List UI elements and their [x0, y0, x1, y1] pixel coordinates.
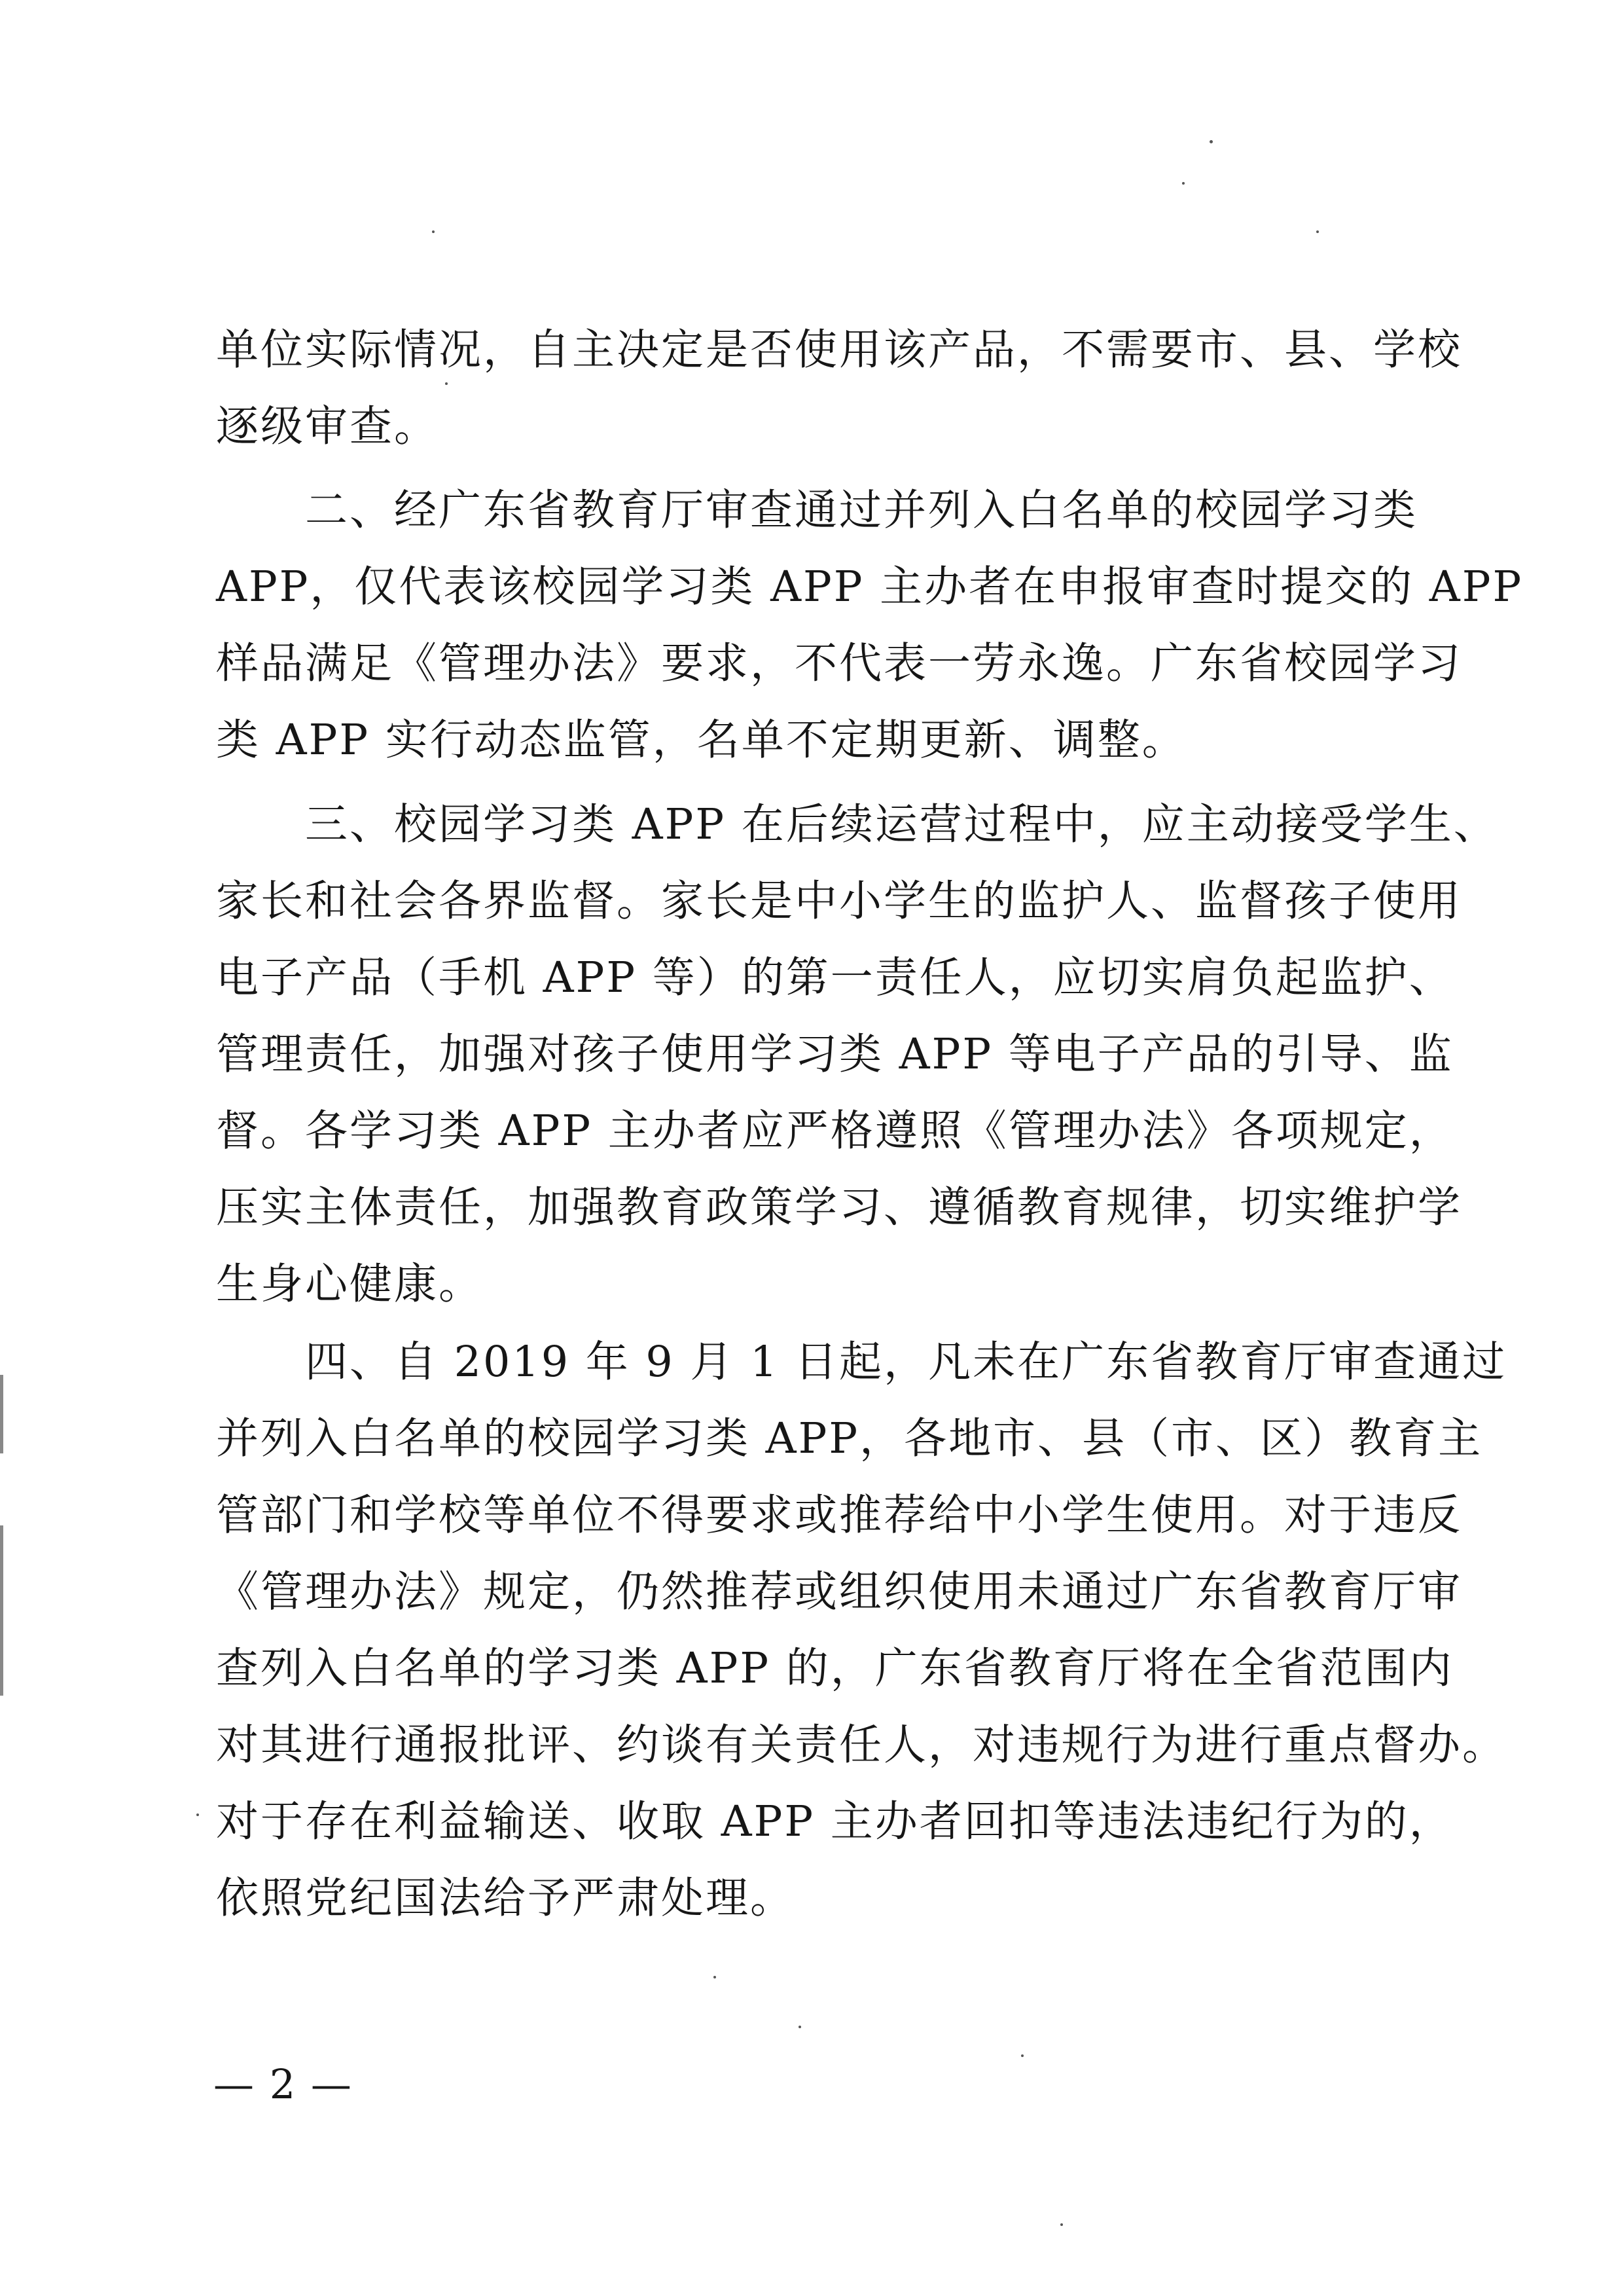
scan-speck [196, 1813, 199, 1816]
text-line: 管理责任，加强对孩子使用学习类 APP 等电子产品的引导、监 [216, 1030, 1454, 1079]
text-line: 并列入白名单的校园学习类 APP，各地市、县（市、区）教育主 [216, 1414, 1483, 1463]
text-line: 对于存在利益输送、收取 APP 主办者回扣等违法违纪行为的， [216, 1797, 1454, 1846]
text-line: 三、校园学习类 APP 在后续运营过程中，应主动接受学生、 [216, 800, 1498, 849]
scan-speck [1316, 230, 1319, 233]
text-line: 依照党纪国法给予严肃处理。 [216, 1874, 795, 1923]
scan-speck [1060, 2223, 1063, 2226]
scan-speck [713, 1976, 716, 1978]
paragraph-item-3 [216, 786, 1498, 1322]
scan-edge-mark [0, 1375, 3, 1453]
text-line: 类 APP 实行动态监管，名单不定期更新、调整。 [216, 716, 1187, 765]
page-number: — 2 — [213, 2060, 353, 2108]
paragraph-item-4 [216, 1324, 1507, 1937]
scan-speck [1182, 182, 1185, 185]
text-line: 督。各学习类 APP 主办者应严格遵照《管理办法》各项规定， [216, 1106, 1454, 1156]
text-line: 四、自 2019 年 9 月 1 日起，凡未在广东省教育厅审查通过 [216, 1338, 1507, 1387]
text-line: 家长和社会各界监督。家长是中小学生的监护人、监督孩子使用 [216, 877, 1463, 926]
text-line: 单位实际情况，自主决定是否使用该产品，不需要市、县、学校 [216, 325, 1463, 374]
text-line: 生身心健康。 [216, 1260, 484, 1309]
paragraph-item-2 [216, 472, 1523, 778]
text-line: 压实主体责任，加强教育政策学习、遵循教育规律，切实维护学 [216, 1183, 1463, 1232]
text-line: 管部门和学校等单位不得要求或推荐给中小学生使用。对于违反 [216, 1491, 1463, 1540]
paragraph-continuation [216, 312, 1462, 465]
text-line: 《管理办法》规定，仍然推荐或组织使用未通过广东省教育厅审 [216, 1567, 1463, 1616]
scan-speck [1021, 2054, 1024, 2057]
scan-speck [799, 2026, 801, 2028]
scan-speck [432, 230, 435, 233]
text-line: 逐级审查。 [216, 402, 439, 451]
text-line: 电子产品（手机 APP 等）的第一责任人，应切实肩负起监护、 [216, 953, 1454, 1002]
text-line: APP，仅代表该校园学习类 APP 主办者在申报审查时提交的 APP [216, 562, 1524, 611]
text-line: 查列入白名单的学习类 APP 的，广东省教育厅将在全省范围内 [216, 1644, 1454, 1693]
text-line: 样品满足《管理办法》要求，不代表一劳永逸。广东省校园学习 [216, 639, 1463, 688]
text-line: 对其进行通报批评、约谈有关责任人，对违规行为进行重点督办。 [216, 1721, 1507, 1770]
scan-speck [1210, 140, 1213, 143]
text-line: 二、经广东省教育厅审查通过并列入白名单的校园学习类 [216, 486, 1418, 535]
scan-edge-mark [0, 1525, 3, 1696]
